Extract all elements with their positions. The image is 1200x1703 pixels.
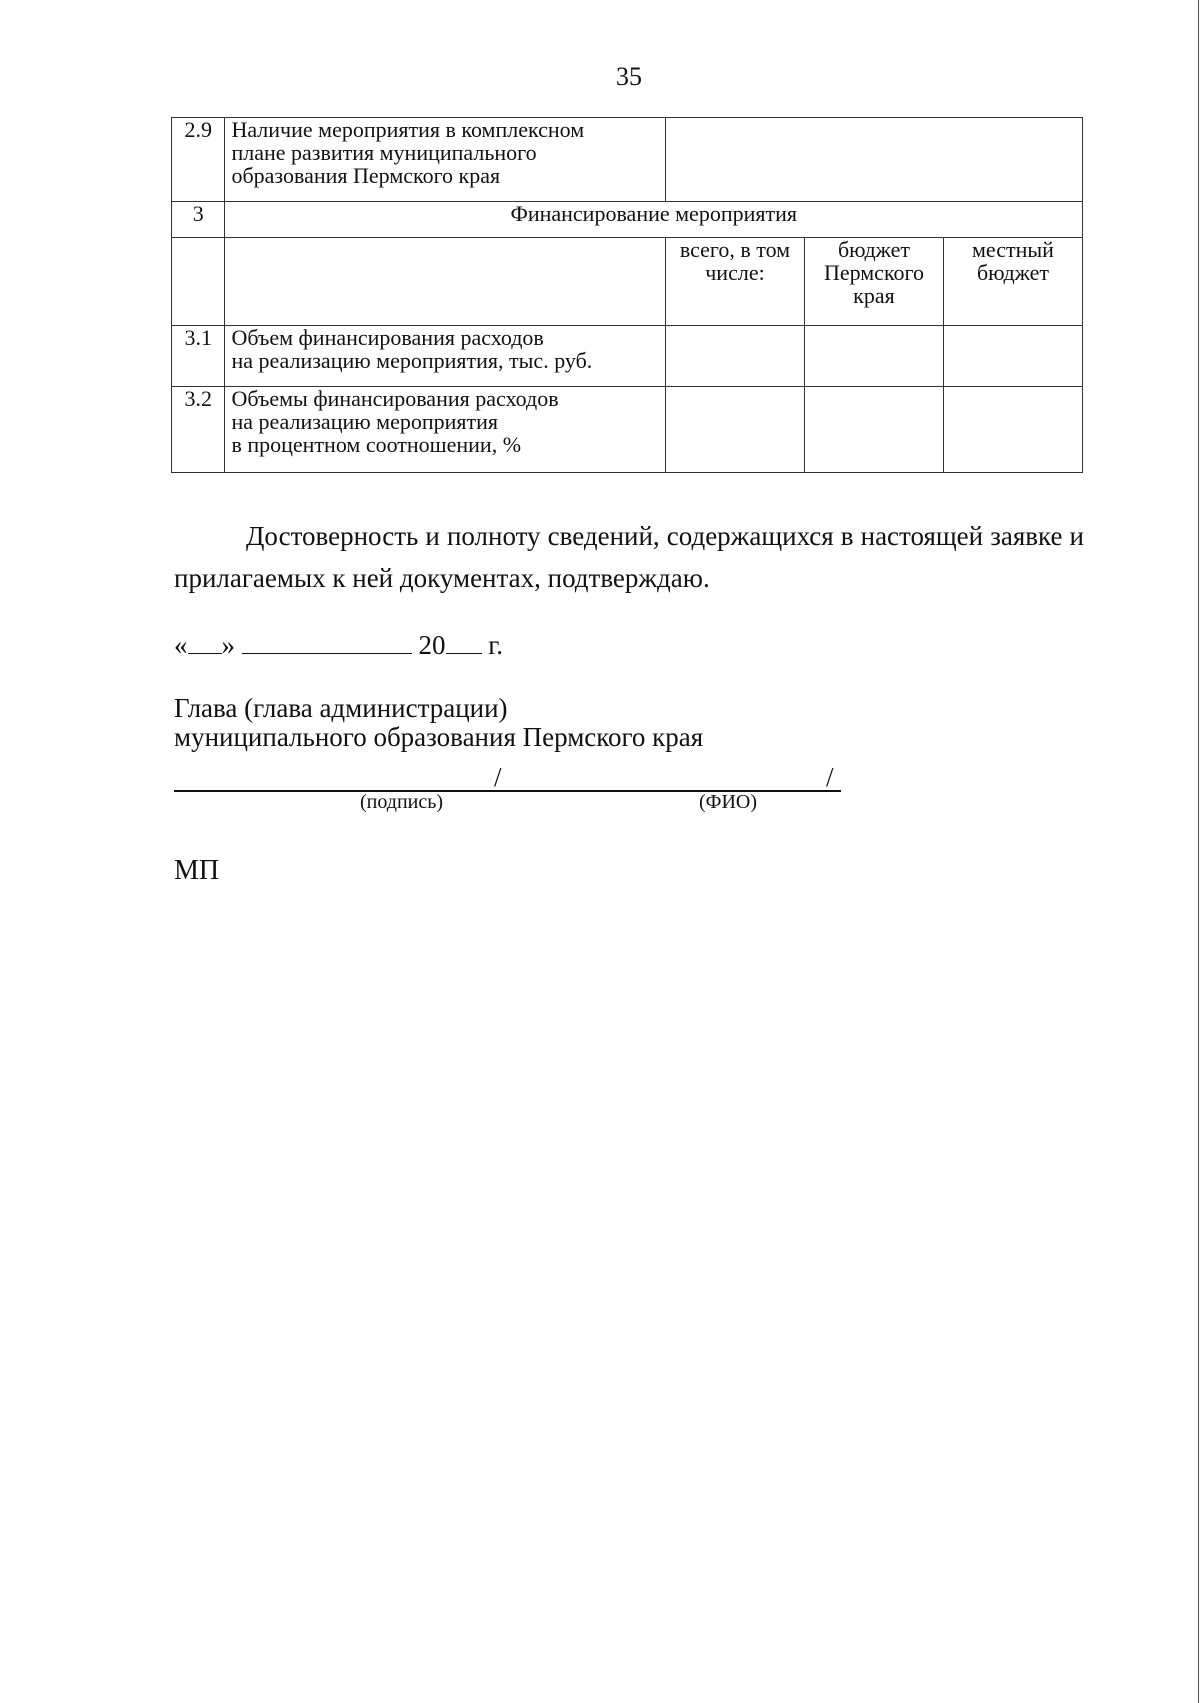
close-quote: » [221,630,235,660]
value-field-local[interactable] [943,326,1082,387]
column-header-region-budget: бюджет Пермского края [804,238,943,326]
signatory-title [174,694,703,752]
row-number: 3.1 [172,326,225,387]
signature-caption: (подпись) [360,791,444,813]
page-number: 35 [616,62,642,91]
row-number: 3 [172,202,225,238]
value-field-total[interactable] [665,326,804,387]
column-header-local-budget: местный бюджет [943,238,1082,326]
row-label: Наличие мероприятия в комплексном плане развития муниципального образования Пермского края [225,118,666,202]
year-field[interactable] [446,627,482,654]
page-edge [1198,0,1199,1703]
day-field[interactable] [188,627,222,654]
row-label: Объем финансирования расходов на реализацию мероприятия, тыс. руб. [225,326,666,387]
value-field-total[interactable] [665,387,804,473]
section-title: Финансирование мероприятия [225,202,1083,238]
financing-table [171,117,1083,473]
table-row [172,387,1083,473]
month-field[interactable] [242,627,412,654]
open-quote: « [174,630,188,660]
value-field-region[interactable] [804,326,943,387]
empty-cell [172,238,225,326]
table-row [172,326,1083,387]
year-prefix: 20 [418,630,446,660]
date-line [174,627,503,661]
signatory-line-2: муниципального образования Пермского края [174,722,704,752]
separator-slash: / [826,762,834,792]
signatory-line-1: Глава (глава администрации) [174,693,508,723]
empty-cell [225,238,666,326]
confirmation-statement: Достоверность и полноту сведений, содержащихся в настоящей заявке и прилагаемых к ней документах, подтверждаю. [174,521,1084,593]
value-field-local[interactable] [943,387,1082,473]
column-header-total: всего, в том числе: [665,238,804,326]
row-number: 2.9 [172,118,225,202]
value-field-region[interactable] [804,387,943,473]
year-suffix: г. [488,630,504,660]
stamp-place: МП [174,855,220,886]
value-field[interactable] [665,118,1082,202]
table-header-row [172,238,1083,326]
row-label: Объемы финансирования расходов на реализацию мероприятия в процентном соотношении, % [225,387,666,473]
table-row [172,202,1083,238]
table-row [172,118,1083,202]
name-caption: (ФИО) [699,791,758,813]
separator-slash: / [494,762,502,792]
row-number: 3.2 [172,387,225,473]
